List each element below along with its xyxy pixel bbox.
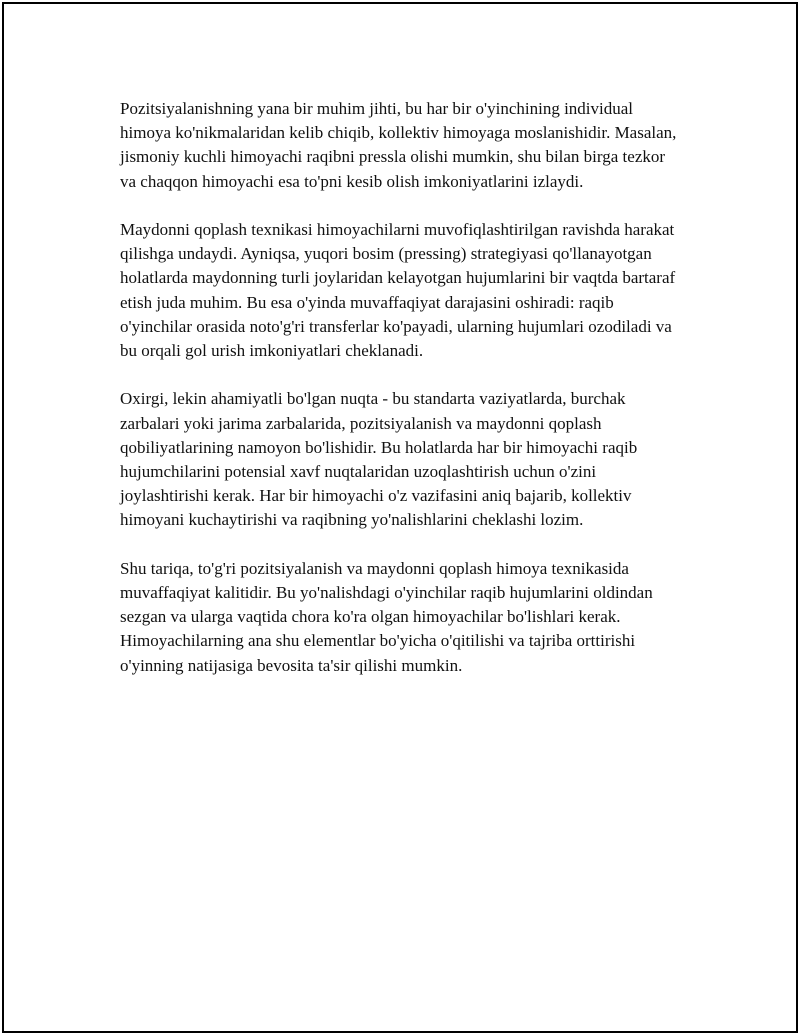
paragraph-2: Maydonni qoplash texnikasi himoyachilarni muvofiqlashtirilgan ravishda harakat qilishga undaydi. Ayniqsa, yuqori bosim (pressing) strategiyasi qo'llanayotgan holatlarda maydonning turli joylaridan kelayotgan hujumlarini bir vaqtda bartaraf etish juda muhim. Bu esa o'yinda muvaffaqiyat darajasini oshiradi: raqib o'yinchilar orasida noto'g'ri transferlar ko'payadi, ularning hujumlari ozodiladi va bu orqali gol urish imkoniyatlari cheklanadi. <box>120 220 676 361</box>
paragraph-3: Oxirgi, lekin ahamiyatli bo'lgan nuqta - bu standarta vaziyatlarda, burchak zarbalari yoki jarima zarbalarida, pozitsiyalanish va maydonni qoplash qobiliyatlarining namoyon bo'lishidir. Bu holatlarda har bir himoyachi raqib hujumchilarini potensial xavf nuqtalaridan uzoqlashtirish uchun o'zini joylashtirishi kerak. Har bir himoyachi o'z vazifasini aniq bajarib, kollektiv himoyani kuchaytirishi va raqibning yo'nalishlarini cheklashi lozim. <box>120 389 638 530</box>
paragraph-4: Shu tariqa, to'g'ri pozitsiyalanish va maydonni qoplash himoya texnikasida muvaffaqiyat kalitidir. Bu yo'nalishdagi o'yinchilar raqib hujumlarini oldindan sezgan va ularga vaqtida chora ko'ra olgan himoyachilar bo'lishlari kerak. Himoyachilarning ana shu elementlar bo'yicha o'qitilishi va tajriba orttirishi o'yinning natijasiga bevosita ta'sir qilishi mumkin. <box>120 558 653 675</box>
paragraph-1: Pozitsiyalanishning yana bir muhim jihti, bu har bir o'yinchining individual himoya ko'nikmalaridan kelib chiqib, kollektiv himoyaga moslanishidir. Masalan, jismoniy kuchli himoyachi raqibni pressla olishi mumkin, shu bilan birga tezkor va chaqqon himoyachi esa to'pni kesib olish imkoniyatlarini izlaydi. <box>120 99 677 191</box>
document-page <box>2 2 798 1033</box>
document-body <box>120 97 680 702</box>
